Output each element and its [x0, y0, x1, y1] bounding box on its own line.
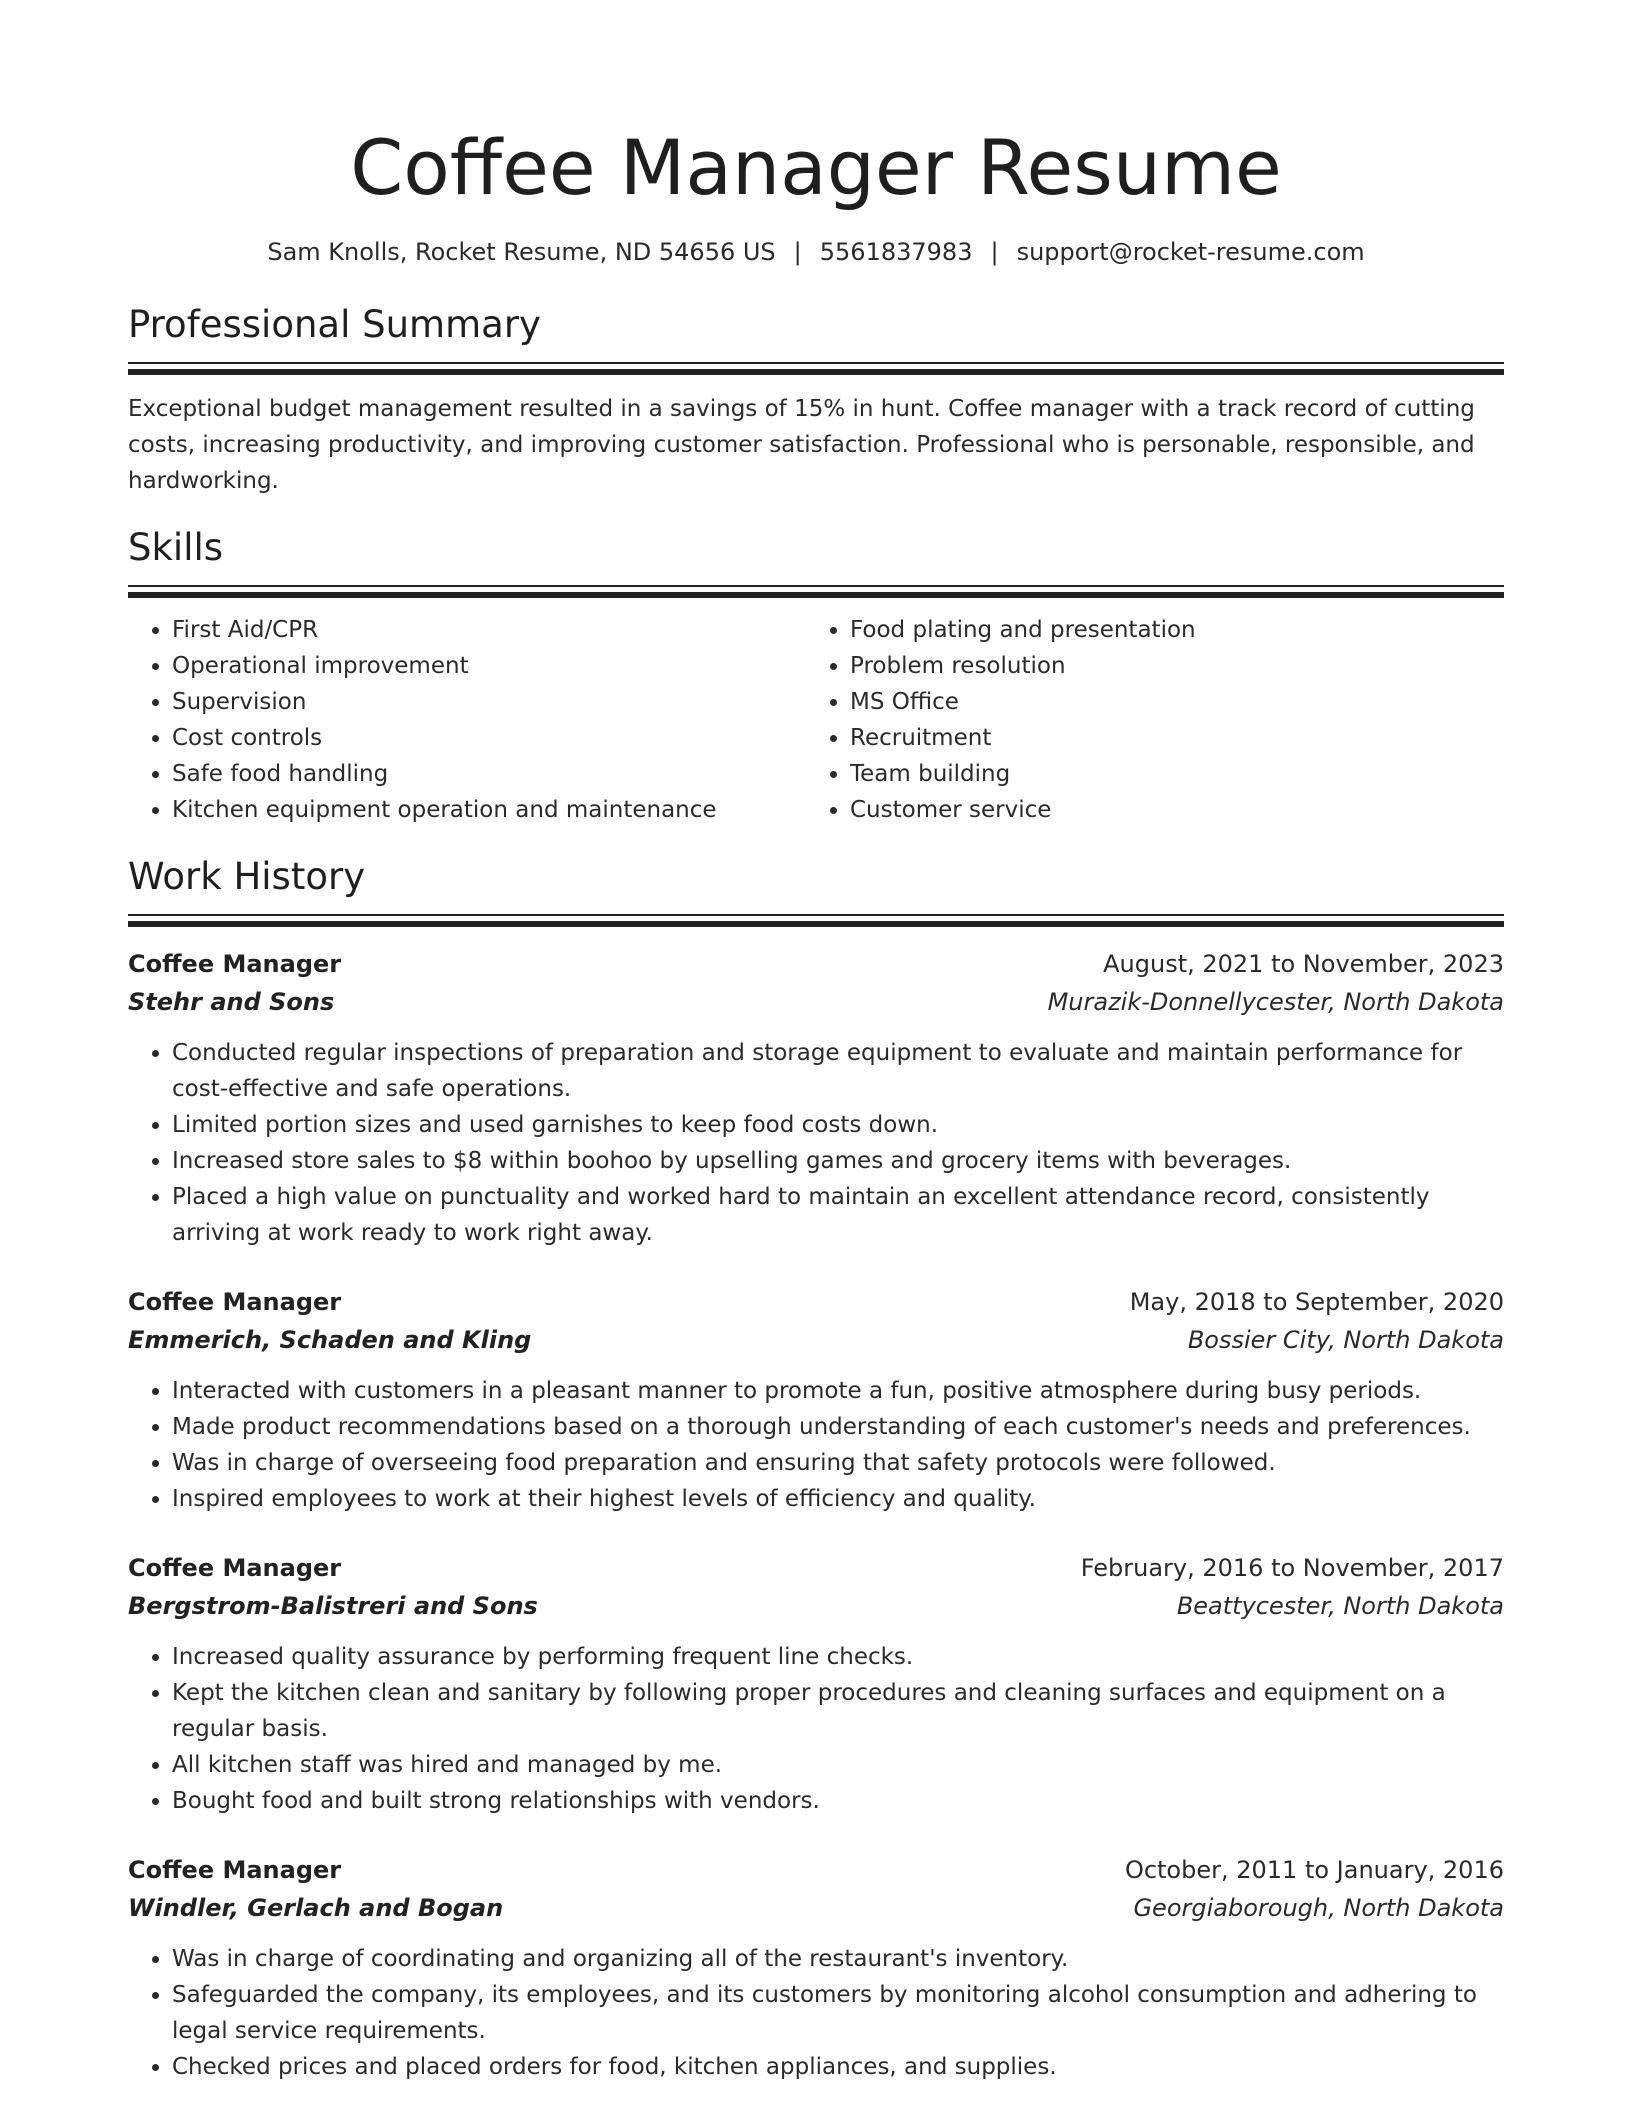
- section-heading-work-history: Work History: [128, 855, 366, 898]
- skill-item: • Safe food handling: [172, 756, 806, 792]
- job-entry: [128, 1549, 1504, 1819]
- section-heading-summary: Professional Summary: [128, 303, 541, 346]
- skill-item: • First Aid/CPR: [172, 612, 806, 648]
- job-entry: [128, 1851, 1504, 2085]
- job-company: Stehr and Sons: [128, 988, 335, 1016]
- job-bullets: [128, 1373, 1504, 1517]
- job-bullet: • Limited portion sizes and used garnishes to keep food costs down.: [172, 1107, 1504, 1143]
- job-company-row: [128, 983, 1504, 1021]
- job-bullet: • Inspired employees to work at their highest levels of efficiency and quality.: [172, 1481, 1504, 1517]
- skill-item: • Food plating and presentation: [850, 612, 1504, 648]
- job-header-row: [128, 945, 1504, 983]
- job-bullets: [128, 1941, 1504, 2085]
- skill-item: • Problem resolution: [850, 648, 1504, 684]
- contact-separator: |: [990, 238, 999, 266]
- job-bullet: • Safeguarded the company, its employees, and its customers by monitoring alcohol consumption and adhering to legal service requirements.: [172, 1977, 1504, 2049]
- job-bullet: • Checked prices and placed orders for food, kitchen appliances, and supplies.: [172, 2049, 1504, 2085]
- job-title: Coffee Manager: [128, 1856, 342, 1884]
- skills-list-right: [806, 612, 1504, 828]
- section-divider: [128, 914, 1504, 927]
- job-company-row: [128, 1321, 1504, 1359]
- job-title: Coffee Manager: [128, 950, 342, 978]
- skills-columns: [128, 612, 1504, 828]
- job-location: Georgiaborough, North Dakota: [1133, 1894, 1504, 1922]
- job-title: Coffee Manager: [128, 1554, 342, 1582]
- job-dates: February, 2016 to November, 2017: [1080, 1554, 1504, 1582]
- contact-line: [128, 236, 1504, 268]
- job-bullet: • Bought food and built strong relationships with vendors.: [172, 1783, 1504, 1819]
- job-dates: October, 2011 to January, 2016: [1124, 1856, 1504, 1884]
- job-bullet: • All kitchen staff was hired and managed by me.: [172, 1747, 1504, 1783]
- skills-list-left: [128, 612, 806, 828]
- skill-item: • Team building: [850, 756, 1504, 792]
- job-bullet: • Was in charge of overseeing food preparation and ensuring that safety protocols were followed.: [172, 1445, 1504, 1481]
- job-bullet: • Kept the kitchen clean and sanitary by following proper procedures and cleaning surfaces and equipment on a regular basis.: [172, 1675, 1504, 1747]
- job-bullet: • Was in charge of coordinating and organizing all of the restaurant's inventory.: [172, 1941, 1504, 1977]
- work-history-section: [128, 854, 1504, 2085]
- job-title: Coffee Manager: [128, 1288, 342, 1316]
- job-company-row: [128, 1587, 1504, 1625]
- resume-page: [128, 0, 1504, 2085]
- job-bullets: [128, 1639, 1504, 1819]
- contact-phone: 5561837983: [819, 238, 973, 266]
- job-entry: [128, 1283, 1504, 1517]
- job-dates: May, 2018 to September, 2020: [1129, 1288, 1504, 1316]
- job-bullet: • Placed a high value on punctuality and worked hard to maintain an excellent attendance record, consistently arriving at work ready to work right away.: [172, 1179, 1504, 1251]
- job-bullets: [128, 1035, 1504, 1251]
- contact-email: support@rocket-resume.com: [1016, 238, 1365, 266]
- job-location: Beattycester, North Dakota: [1176, 1592, 1504, 1620]
- job-bullet: • Increased quality assurance by performing frequent line checks.: [172, 1639, 1504, 1675]
- skill-item: • Cost controls: [172, 720, 806, 756]
- section-divider: [128, 585, 1504, 598]
- job-header-row: [128, 1283, 1504, 1321]
- summary-text: Exceptional budget management resulted in a savings of 15% in hunt. Coffee manager with a track record of cutting costs, increasing productivity, and improving customer satisfaction. Professional who is personable, responsible, and hardworking.: [128, 396, 1475, 494]
- job-bullet: • Conducted regular inspections of preparation and storage equipment to evaluate and maintain performance for cost-effective and safe operations.: [172, 1035, 1504, 1107]
- contact-separator: |: [793, 238, 802, 266]
- professional-summary-section: [128, 302, 1504, 499]
- job-dates: August, 2021 to November, 2023: [1103, 950, 1504, 978]
- job-company: Windler, Gerlach and Bogan: [128, 1894, 504, 1922]
- skill-item: • MS Office: [850, 684, 1504, 720]
- job-location: Murazik-Donnellycester, North Dakota: [1047, 988, 1504, 1016]
- skill-item: • Supervision: [172, 684, 806, 720]
- resume-title: Coffee Manager Resume: [350, 123, 1282, 212]
- job-bullet: • Increased store sales to $8 within boohoo by upselling games and grocery items with beverages.: [172, 1143, 1504, 1179]
- job-header-row: [128, 1549, 1504, 1587]
- contact-address: Sam Knolls, Rocket Resume, ND 54656 US: [267, 238, 776, 266]
- skill-item: • Recruitment: [850, 720, 1504, 756]
- job-company: Emmerich, Schaden and Kling: [128, 1326, 532, 1354]
- section-divider: [128, 362, 1504, 375]
- skill-item: • Kitchen equipment operation and maintenance: [172, 792, 806, 828]
- skill-item: • Operational improvement: [172, 648, 806, 684]
- section-heading-skills: Skills: [128, 526, 224, 569]
- job-location: Bossier City, North Dakota: [1187, 1326, 1504, 1354]
- job-entry: [128, 945, 1504, 1251]
- skill-item: • Customer service: [850, 792, 1504, 828]
- job-bullet: • Made product recommendations based on a thorough understanding of each customer's needs and preferences.: [172, 1409, 1504, 1445]
- job-bullet: • Interacted with customers in a pleasant manner to promote a fun, positive atmosphere during busy periods.: [172, 1373, 1504, 1409]
- job-company: Bergstrom-Balistreri and Sons: [128, 1592, 538, 1620]
- skills-section: [128, 525, 1504, 828]
- job-company-row: [128, 1889, 1504, 1927]
- job-header-row: [128, 1851, 1504, 1889]
